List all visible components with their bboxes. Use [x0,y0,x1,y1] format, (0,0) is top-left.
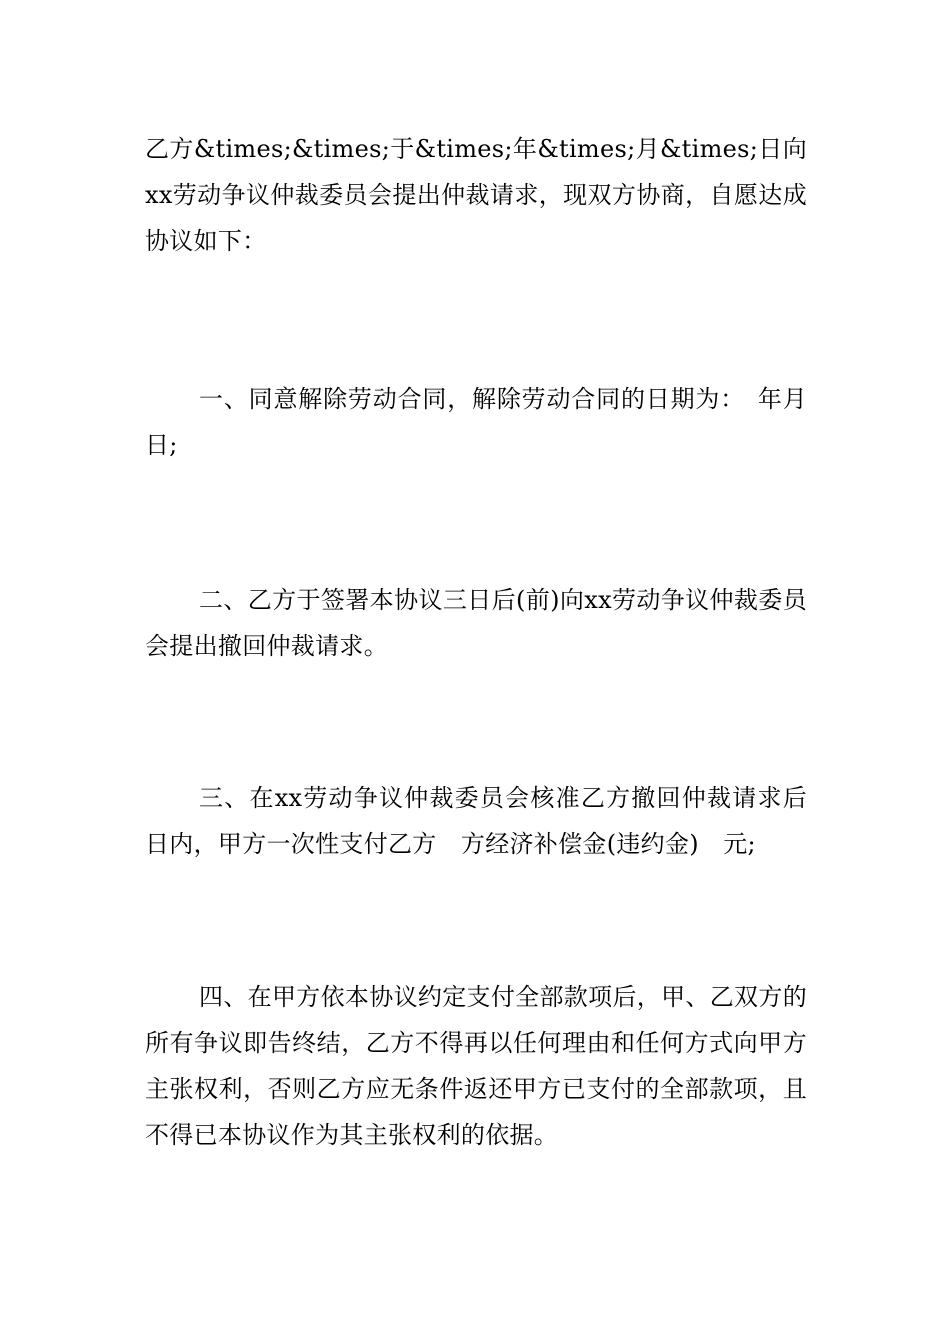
paragraph-clause-4: 四、在甲方依本协议约定支付全部款项后，甲、乙双方的所有争议即告终结，乙方不得再以任何理由和任何方式向甲方主张权利，否则乙方应无条件返还甲方已支付的全部款项，且不得已本协议作为其主张权利的依据。 [145,983,807,1149]
paragraph-clause-1: 一、同意解除劳动合同，解除劳动合同的日期为： 年月 日; [145,385,832,459]
paragraph-intro: 乙方&times;&times;于&times;年&times;月&times;日向xx劳动争议仲裁委员会提出仲裁请求，现双方协商，自愿达成协议如下： [145,135,807,255]
paragraph-clause-3: 三、在xx劳动争议仲裁委员会核准乙方撤回仲裁请求后 日内，甲方一次性支付乙方 方经济补偿金(违约金) 元; [145,784,832,858]
paragraph-clause-2: 二、乙方于签署本协议三日后(前)向xx劳动争议仲裁委员会提出撤回仲裁请求。 [145,586,807,660]
